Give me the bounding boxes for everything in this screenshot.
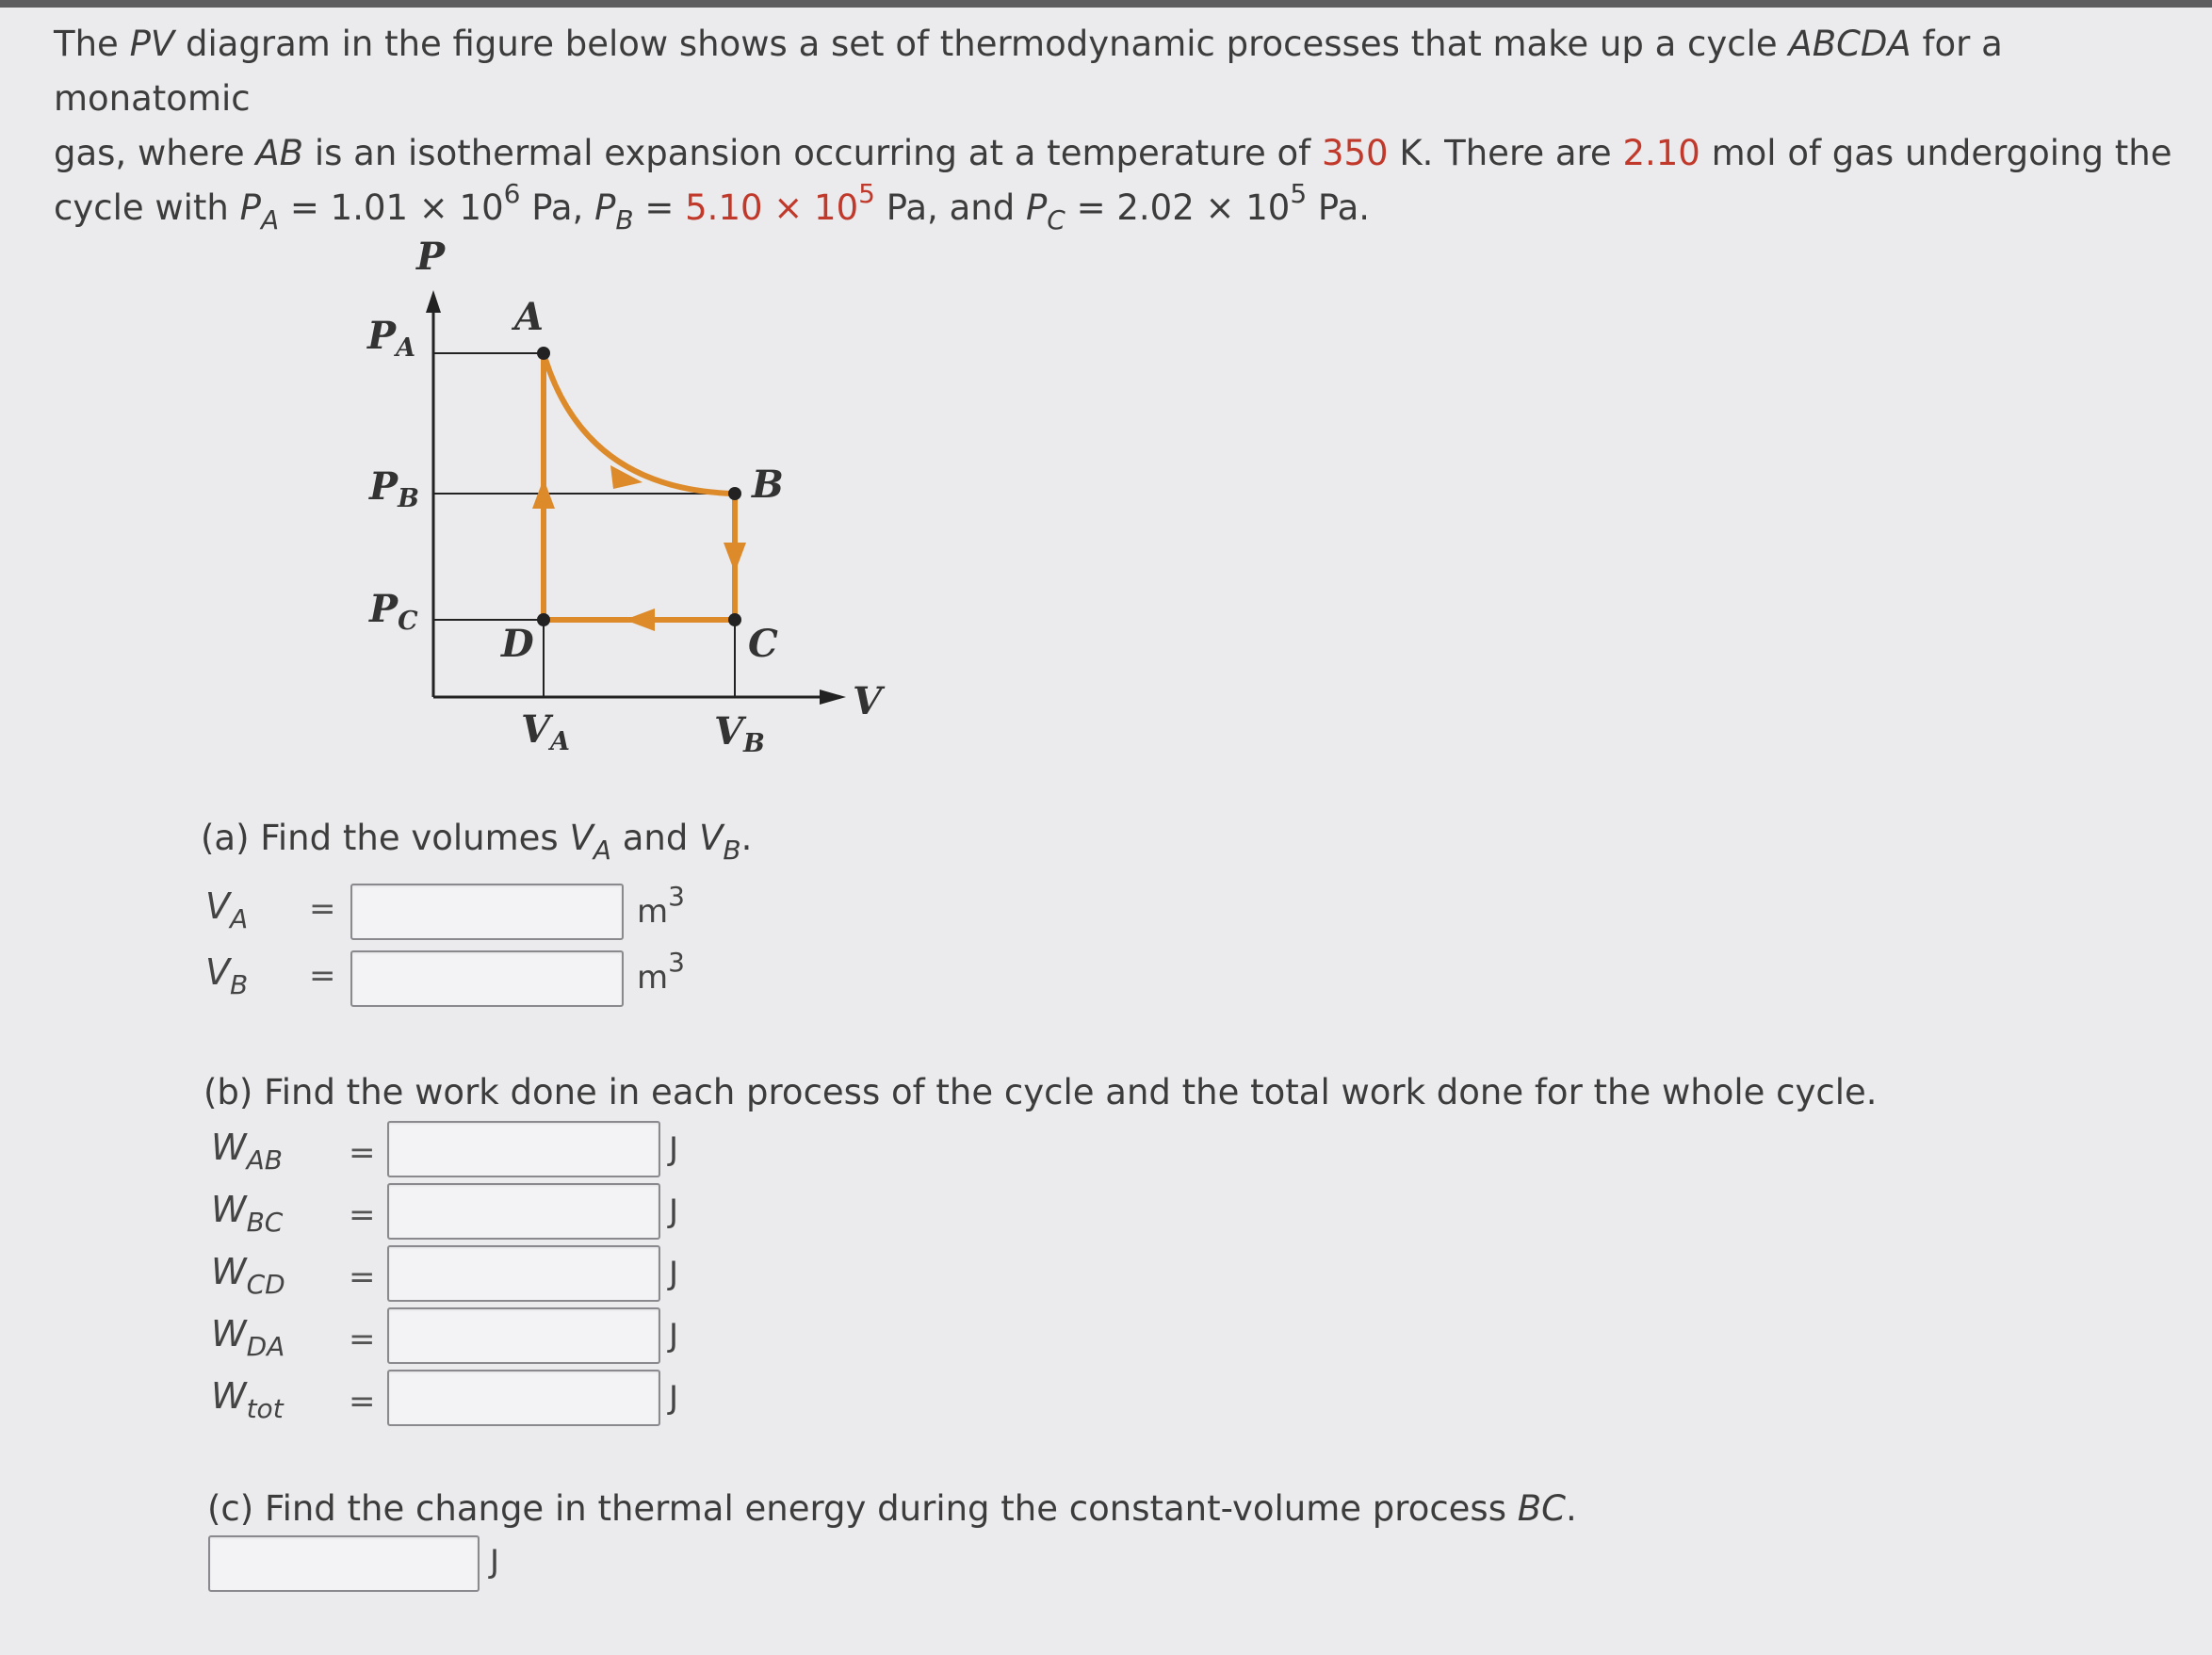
point-c-dot — [728, 613, 741, 626]
text: V — [714, 709, 744, 754]
w-cd-input[interactable] — [387, 1245, 660, 1302]
text: C — [398, 607, 418, 636]
pv-diagram — [349, 226, 914, 772]
text: V — [521, 707, 551, 752]
text: Pa. — [1307, 187, 1371, 228]
text: 3 — [668, 947, 685, 978]
w-bc-input[interactable] — [387, 1183, 660, 1240]
top-bar — [0, 0, 2212, 8]
w-da-input[interactable] — [387, 1307, 660, 1364]
point-a-label: A — [514, 295, 545, 339]
w-cd-unit: J — [669, 1255, 679, 1292]
part-c-question — [207, 1488, 1577, 1529]
text: gas, where — [54, 133, 256, 173]
part-a-question — [201, 818, 753, 866]
vb-input[interactable] — [350, 950, 624, 1007]
point-c-label: C — [748, 622, 778, 666]
va-unit — [637, 881, 685, 931]
w-tot-unit: J — [669, 1379, 679, 1417]
point-b-label: B — [752, 462, 784, 507]
text: for a monatomic — [54, 24, 2003, 119]
pa-exponent: 6 — [503, 178, 521, 209]
text: mol of gas undergoing the — [1700, 133, 2172, 173]
equals-sign: = — [349, 1134, 376, 1172]
text: 3 — [668, 881, 685, 912]
text: . — [1565, 1488, 1577, 1529]
text: B — [230, 969, 249, 1000]
thermal-energy-input[interactable] — [208, 1535, 480, 1592]
v-axis-label: V — [853, 679, 883, 723]
equals-sign: = — [309, 957, 336, 995]
equals-sign: = — [349, 1258, 376, 1296]
text: B — [398, 484, 419, 513]
pc-exponent: 5 — [1290, 178, 1308, 209]
cd-direction-arrow — [625, 608, 655, 631]
temperature-value: 350 — [1321, 133, 1389, 173]
pa-axis-label — [366, 314, 415, 363]
text: m — [637, 959, 669, 997]
w-bc-unit: J — [669, 1193, 679, 1230]
w-ab-label — [211, 1127, 283, 1176]
text: cycle with — [54, 187, 240, 228]
text: (c) Find the change in thermal energy during the constant-volume process — [207, 1488, 1518, 1529]
text: DA — [246, 1331, 285, 1362]
pb-axis-label — [368, 464, 419, 513]
vb-label — [205, 951, 249, 1000]
v-axis-arrow — [820, 690, 846, 705]
w-cd-label — [211, 1251, 285, 1300]
text: B — [723, 835, 741, 866]
text: A — [230, 903, 249, 934]
pa-subscript: A — [260, 204, 280, 235]
point-d-dot — [537, 613, 550, 626]
pb-symbol: P — [594, 187, 616, 228]
text: AB — [246, 1144, 283, 1176]
text-pv: PV — [129, 24, 175, 64]
p-axis-label: P — [416, 235, 446, 279]
bc-direction-arrow — [724, 543, 746, 573]
point-b-dot — [728, 487, 741, 500]
text: P — [367, 314, 397, 358]
text: V — [205, 951, 230, 993]
text: A — [396, 333, 416, 363]
point-d-label: D — [501, 622, 534, 666]
pc-axis-label — [368, 587, 418, 636]
text: (a) Find the volumes — [201, 818, 570, 858]
pc-value: = 2.02 × 10 — [1065, 187, 1291, 228]
text-ab: AB — [255, 133, 304, 173]
text: W — [211, 1251, 247, 1292]
text: BC — [246, 1207, 284, 1238]
w-ab-input[interactable] — [387, 1121, 660, 1177]
text: A — [550, 727, 570, 756]
pa-value: = 1.01 × 10 — [279, 187, 504, 228]
point-a-dot — [537, 347, 550, 360]
text: tot — [246, 1393, 284, 1424]
text: V — [205, 885, 230, 927]
pb-subscript: B — [615, 204, 634, 235]
text: is an isothermal expansion occurring at a temperature of — [303, 133, 1322, 173]
equals-sign: = — [349, 1321, 376, 1358]
text: diagram in the figure below shows a set of thermodynamic processes that make up a cycle — [174, 24, 1789, 64]
text: = — [633, 187, 686, 228]
text: . — [740, 818, 753, 858]
text: The — [54, 24, 130, 64]
problem-line-2 — [54, 126, 2192, 181]
va-axis-label — [521, 707, 570, 756]
pc-subscript: C — [1047, 204, 1065, 235]
w-ab-unit: J — [669, 1130, 679, 1168]
text: V — [569, 818, 594, 858]
w-tot-label — [211, 1375, 284, 1424]
pa-symbol: P — [239, 187, 261, 228]
pb-exponent: 5 — [858, 178, 875, 209]
problem-line-1 — [54, 17, 2192, 126]
p-axis-arrow — [426, 290, 441, 313]
w-bc-label — [211, 1189, 284, 1238]
text: W — [211, 1127, 247, 1168]
text: CD — [246, 1269, 285, 1300]
va-input[interactable] — [350, 884, 624, 940]
text: K. There are — [1388, 133, 1623, 173]
problem-statement — [54, 17, 2192, 235]
w-tot-input[interactable] — [387, 1370, 660, 1426]
equals-sign: = — [349, 1383, 376, 1420]
text: BC — [1517, 1488, 1566, 1529]
text: P — [369, 464, 398, 509]
pb-value: 5.10 × 10 — [685, 187, 859, 228]
text: and — [610, 818, 700, 858]
text: m — [637, 893, 669, 931]
vb-unit — [637, 947, 685, 997]
text: P — [369, 587, 398, 631]
thermal-energy-unit: J — [490, 1543, 500, 1581]
text: V — [699, 818, 724, 858]
va-label — [205, 885, 249, 934]
w-da-label — [211, 1313, 285, 1362]
text: B — [743, 729, 765, 758]
text: W — [211, 1313, 247, 1355]
pc-symbol: P — [1025, 187, 1048, 228]
moles-value: 2.10 — [1622, 133, 1700, 173]
equals-sign: = — [309, 890, 336, 928]
text: Pa, and — [874, 187, 1026, 228]
text-abcda: ABCDA — [1788, 24, 1911, 64]
part-b-question: (b) Find the work done in each process of the cycle and the total work done for the whole cycle. — [203, 1072, 1878, 1112]
text: Pa, — [520, 187, 595, 228]
process-ab-curve — [544, 353, 735, 494]
vb-axis-label — [714, 709, 765, 758]
text: A — [593, 835, 611, 866]
equals-sign: = — [349, 1196, 376, 1234]
w-da-unit: J — [669, 1317, 679, 1355]
text: W — [211, 1189, 247, 1230]
text: W — [211, 1375, 247, 1417]
